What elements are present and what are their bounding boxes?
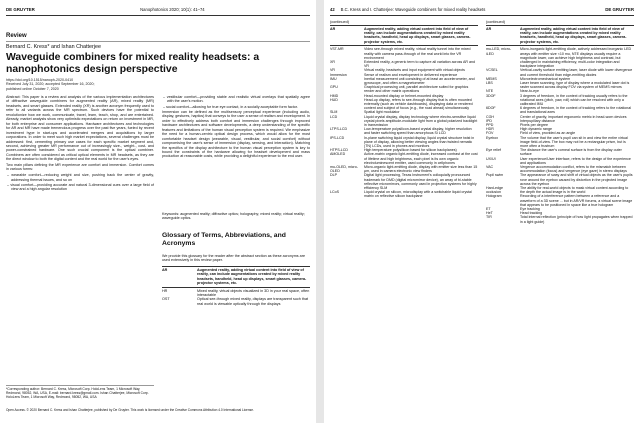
term-definition: Pixels per degree — [520, 122, 548, 127]
term-abbrev: LCoS — [330, 190, 339, 195]
term-abbrev: HUD — [330, 97, 338, 102]
table-row — [330, 115, 478, 128]
abstract-column — [6, 95, 154, 393]
table-row — [330, 60, 478, 68]
term-definition: Digital light processing, Texas Instrument's colloquially pronounced trademark for DMD (digital micromirror device), an array of bi-stable reflective micromirrors, commonly used in projection systems for highly efficiency SLM — [364, 173, 477, 191]
table-row — [486, 157, 634, 165]
term-abbrev: Pupil swim — [486, 173, 504, 178]
term-abbrev: IMU — [330, 76, 337, 81]
term-abbrev: LBS — [486, 80, 493, 85]
table-row — [330, 190, 478, 198]
term-definition: In-plane switching liquid crystal display, liquid crystal structure twist in plane of display, allowing better viewing angles than twisted nematic (TN) LCDs, used in phones and monitors — [364, 135, 475, 148]
term-abbrev: NTE — [486, 89, 494, 94]
term-definition: Liquid crystal on silicon, microdisplay with a switchable liquid crystal matrix on reflective silicon backplane — [364, 190, 472, 199]
abstract-text: Abstract: This paper is a review and analysis of the various implementation architectures of diffractive waveguide combiners for augmented reality (AR), mixed reality (MR) headsets, and smart glasses. Extended reality (XR) is another acronym frequently used to refer to all variants across the MR spectrum. Such devices have the potential to revolutionize how we work, communicate, travel, learn, teach, shop, and are entertained. Already, market analysts show very optimistic expectations on return on investment in MR, for both enterprise and consumer applications. Hardware architectures and technologies for AR and MR have made tremendous progress over the past five years, fueled by recent investment hype in start-ups and accelerated mergers and acquisitions by larger corporations. In order to meet such high market expectations, several challenges must be addressed: first, cementing primary use cases for each specific market segment and, second, achieving greater MR performance out of increasingly size-, weight-, cost- and power-constrained hardware. One such crucial component is the optical combiner. Combiners are often considered as critical optical elements in MR headsets, as they are the direct window to both the digital content and the real world for the user's eyes. — [6, 95, 154, 162]
term-definition: Field of view, provided as an angle — [520, 131, 576, 136]
term-definition: Recording of a interference pattern between a reference and a waveform of a 3D scene ... but in AR/VR forums, a virtual scene image that appears to be positioned in space like a true hologram — [520, 194, 633, 207]
term-abbrev: DLP — [330, 173, 337, 178]
doi-link[interactable]: https://doi.org/10.1515/nanoph-2020-0410 — [6, 78, 74, 82]
term-definition: Video see-through mixed reality, virtual reality tunnel into the mixed reality with camera pass-through of the real world into the VR environment — [364, 47, 471, 60]
term-definition: User experience/User interface, refers to the design of the experience and applications — [520, 156, 631, 165]
section-rule — [6, 41, 310, 42]
header-rule — [6, 15, 310, 16]
received-dates: Received July 31, 2020; accepted September 16, 2020; — [6, 82, 95, 87]
right-page — [324, 0, 640, 423]
term-abbrev: XR — [330, 59, 335, 64]
term-abbrev: Eye relief — [486, 148, 501, 153]
right-page-header — [330, 5, 634, 13]
body-text: Immersion can be defined as the multisensory perceptual experience (including audio, display, gestures, haptics) that conveys to the user a sense of realism and envelopment. In order to effectively address both comfort and immersion challenges through improved hardware architectures and software developments, a deep understanding of the specific features and limitations of the human visual perception system is required. We emphasize the need for a human-centric optical design process, which would allow for the most comfortable headset design (wearable, visual, vestibular, and social comfort) without compromising the user's sense of immersion (display, sensing, and interaction). Matching the specifics of the display architecture to the human visual perception system is key to bound the constraints of the hardware allowing for headset development and mass production at reasonable costs, while providing a delightful experience to the end user. — [162, 109, 310, 159]
term-definition: Microelectromechanical system — [520, 76, 571, 81]
term-definition: Vertical-cavity surface emitting laser, laser diode with lower divergence and current threshold than edge-emitting diodes — [520, 68, 633, 77]
term-definition: The appearance of sway and shift of virtual objects as the user's pupils rove around the eyebox caused by distortion in the projected image across the eyebox — [520, 173, 633, 186]
term-definition: Spatial light modulator — [364, 110, 400, 115]
bullet-item: – social comfort—allowing for true eye contact, in a socially acceptable form factor. — [163, 104, 298, 109]
term-definition: Liquid crystal display, display technology where electro-sensitive liquid crystal pixels amplitude-modulate light from a global polarized backlight in transmission — [364, 114, 478, 127]
term-definition: Eye tracking — [520, 207, 540, 212]
term-abbrev: mu-LED, micro-iLED — [486, 47, 512, 56]
term-abbrev: HeT — [486, 211, 493, 216]
term-definition: Extended reality, a generic term to capture all variation across AR and VR — [364, 59, 475, 69]
glossary-table-left — [330, 20, 478, 199]
term-abbrev: Immersion — [330, 72, 347, 77]
term-abbrev: LTPS-LCD — [330, 127, 348, 132]
term-abbrev: AMOLED — [330, 152, 346, 157]
continued-label: (continued) — [330, 20, 349, 24]
term-definition: Graphical processing unit, parallel architecture suited for graphics render and other matrix operations — [364, 85, 469, 94]
glossary-table-right — [486, 20, 634, 224]
table-head-row: AR Augmented reality, adding virtual content into field of view of reality, can include augmentations created by mixed reality headsets, handheld, head up displays, smart glasses, camera-projector systems, etc. — [486, 25, 634, 46]
table-row — [486, 186, 634, 194]
publisher-logo: DE GRUYTER — [6, 6, 35, 12]
table-body — [330, 47, 478, 198]
table-row — [486, 148, 634, 156]
table-row — [330, 127, 478, 135]
table-row — [330, 77, 478, 85]
table-head-row: AR Augmented reality, adding virtual content into field of view of reality, can include augmentations created by mixed reality headsets, handheld, head up displays, smart glasses, camera-projector systems, etc. — [162, 266, 310, 288]
table-row — [486, 68, 634, 76]
term-abbrev: CGH — [486, 114, 494, 119]
term-abbrev: MEMS — [486, 76, 497, 81]
term-definition: The ability for real-world objects to mask virtual content according to the depth the actual image is in the world — [520, 186, 629, 195]
publisher-logo: DE GRUYTER — [605, 6, 634, 12]
term-abbrev: HTPS-LCD — [330, 148, 348, 153]
term-definition: Micro-organic light-emitting diode, display with emitter size less than 15 μm, used in camera electronic view finders — [364, 165, 478, 174]
left-page — [0, 0, 316, 423]
term-definition: The volume that the user's pupil can sit in and view the entire virtual image field-of-view. The box may not be a rectangular prism, but is more often a frustrum — [520, 135, 628, 148]
term-definition: High dynamic range — [520, 127, 552, 132]
table-row — [486, 194, 634, 207]
term-abbrev: PPD — [486, 122, 494, 127]
term-abbrev: 6DOF — [486, 106, 496, 111]
term-abbrev: mu-OLED, micro-OLED — [330, 165, 358, 174]
table-head-row: AR Augmented reality, adding virtual content into field of view of reality, can include augmentations created by mixed reality headsets, handheld, head up displays, smart glasses, camera-projector systems, etc. — [330, 25, 478, 46]
table-row — [330, 47, 478, 60]
term-definition: Head-mounted display or helmet-mounted display — [364, 93, 444, 98]
term-abbrev: Hard-edge occlusion — [486, 186, 503, 195]
term-abbrev: VST-MR — [330, 47, 344, 52]
term-definition: Micro-inorganic light-emitting diode, actively addressed inorganic LED arrays with emitter size <10 mu, NTE displays usually require a magnitude lower, can achieve high brightness and contrast, but challenged in maintaining efficiency, multi-color integration and backplane integration — [520, 47, 632, 69]
term-definition: The distance the user's corneal surface is from the display outer surface — [520, 148, 622, 157]
bullet-item: – wearable comfort—reducing weight and size, pushing back the center of gravity, addressing thermal issues, and so on — [7, 173, 154, 182]
table-row — [330, 165, 478, 173]
table-row — [330, 98, 478, 111]
term-definition: Center of gravity, important ergonomic metric in head-worn devices — [520, 114, 627, 119]
table-row — [486, 94, 634, 107]
abstract-text-2: Two main pillars defining the MR experience are comfort and immersion. Comfort comes in various forms: — [6, 162, 154, 172]
table-row — [486, 47, 634, 68]
term-definition: Total internal reflection (principle of how light propagates when trapped in a light guide) — [520, 215, 633, 224]
paper-title: Waveguide combiners for mixed reality headsets: a nanophotonics design perspective — [6, 52, 260, 76]
term-abbrev: 3DOF — [486, 93, 496, 98]
bullet-item: – vestibular comfort—providing stable and realistic virtual overlays that spatially agree with the user's motion. — [163, 95, 310, 104]
term-abbrev: IPS-LCD — [330, 135, 345, 140]
term-abbrev: SLM — [330, 110, 338, 115]
term-abbrev: LCD — [330, 114, 338, 119]
table-row — [486, 165, 634, 173]
keywords: Keywords: augmented reality; diffractive optics; holography; mixed reality; virtual reality; waveguide optics. — [162, 212, 305, 221]
page-number: 42 — [330, 6, 335, 12]
term-definition: Laser beam scanning, type of display where a modulated laser dot is raster scanned across display FOV via system of MEMS mirrors — [520, 80, 630, 90]
term-abbrev: ET — [486, 207, 491, 212]
glossary-table — [162, 266, 310, 306]
term-definition: Inertial measurement unit consisting of at least an accelerometer, and gyroscope, and often a magnetometer — [364, 76, 475, 85]
term-definition: Active-matrix organic light-emitting diode, increased contrast at the cost of lifetime and high brightness, each pixel is its own organic electroluminescent emitter, used commonly in cellphones — [364, 152, 478, 165]
journal-citation: Nanophotonics 2020; 10(1): 41–74 — [140, 6, 205, 12]
term-abbrev: IPD — [486, 118, 492, 123]
term-abbrev: VR — [330, 68, 335, 73]
continued-label: (continued) — [486, 20, 505, 24]
table-row — [330, 173, 478, 190]
table-row — [486, 81, 634, 89]
table-row — [486, 136, 634, 149]
left-page-header — [6, 5, 310, 13]
term-definition: Head-up display, refers to see-through display that is often mounted externally (such as vehicle dashboards), displaying data or rendered content and subject of focus (e.g., the road ahead) simultaneously — [364, 97, 473, 111]
table-row — [486, 106, 634, 114]
running-title: B.C. Kress and I. Chatterjee: Waveguide combiners for mixed reality headsets — [340, 6, 486, 12]
bullet-item: – visual comfort—providing accurate and natural 3-dimensional cues over a large field of view and a high angular resolution — [7, 182, 154, 192]
table-row: OST Optical see-through mixed reality, displays are transparent such that real world is viewable optically through the displays — [162, 297, 309, 306]
published-date: published online October 7, 2020 — [6, 86, 59, 91]
table-row — [486, 215, 634, 223]
term-definition: Near-to-eye — [520, 89, 539, 94]
term-definition: Sense of realism and envelopment in delivered experience — [364, 72, 458, 77]
body-column — [162, 95, 310, 209]
term-abbrev: HMD — [330, 93, 339, 98]
section-label: Review — [6, 33, 27, 39]
term-definition: 6 degrees of freedom, in the context of tracking refers to the rotational and translational axes — [520, 106, 632, 115]
corresponding-author: *Corresponding author: Bernard C. Kress, Microsoft Corp. HoloLens Team, 1 Microsoft Way, Redmond, 98052, WA, USA, E-mail: bernard.kress@gmail.com. Ishan Chatterjee, Microsoft Corp. HoloLens Team, 1 Microsoft Way, Redmond, 98052, WA, USA — [6, 385, 154, 399]
term-definition: Head tracking — [520, 211, 543, 216]
table-row — [330, 85, 478, 93]
license-footer: Open Access. © 2020 Bernard C. Kress and Ishan Chatterjee, published by De Gruyter. This work is licensed under the Creative Commons Attribution 4.0 International License. — [6, 408, 254, 412]
term-abbrev: Eyebox — [486, 135, 498, 140]
table-body — [486, 47, 634, 224]
term-abbrev: HDR — [486, 127, 494, 132]
table-row: HR Mixed reality, virtual objects visualized in 3D in your real space, often interactable — [162, 288, 310, 298]
table-row — [486, 173, 634, 186]
term-abbrev: Hologram — [486, 194, 502, 199]
term-abbrev: GPU — [330, 85, 338, 90]
glossary-intro: We provide this glossary for the reader after the abstract section as these acronyms are used extensively in this review paper. — [162, 254, 305, 263]
table-row — [330, 152, 478, 165]
article-meta — [6, 78, 154, 91]
term-abbrev: UX/UI — [486, 156, 496, 161]
term-definition: Interpupillary distance — [520, 118, 555, 123]
header-rule — [330, 15, 634, 16]
term-definition: Vergence accommodation conflict, refers to the mismatch between accommodation (focus) and vergence (eye gaze) in stereo displays — [520, 165, 627, 174]
author-list: Bernard C. Kress* and Ishan Chatterjee — [6, 44, 101, 50]
glossary-heading: Glossary of Terms, Abbreviations, and Acronyms — [162, 232, 286, 248]
term-abbrev: VAC — [486, 165, 494, 169]
term-abbrev: FOV — [486, 131, 494, 136]
term-abbrev: TIR — [486, 215, 492, 220]
table-row — [330, 136, 478, 149]
term-definition: Virtual reality, headsets and input equipment with virtual objects — [364, 68, 465, 73]
term-definition: Low-temperature polysilicon-based crystal display, higher resolution and faster switching speed than amorphous Si LCD — [364, 127, 472, 136]
term-definition: High temperature polysilicon based for silicon backplanes) — [364, 148, 457, 153]
term-definition: 3 degrees of freedom, in the context of tracking usually refers to the rotational axes (pitch, yaw, roll) which can be resolved with only a calibrated IMU — [520, 93, 628, 106]
term-abbrev: VCSEL — [486, 68, 498, 73]
